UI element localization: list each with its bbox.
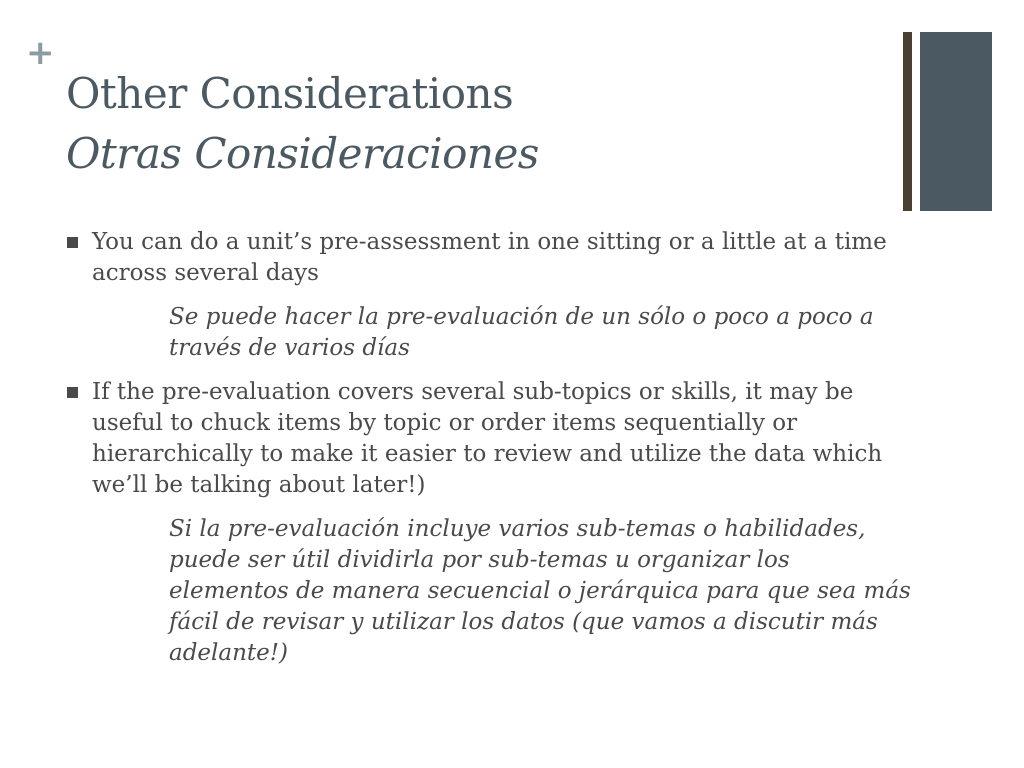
bullet-line: hierarchically to make it easier to review and utilize the data which [92,441,883,467]
bullet-square-icon [67,237,78,248]
translation-line: elementos de manera secuencial o jerárquica para que sea más [169,578,911,604]
bullet-line: we’ll be talking about later!) [92,472,426,498]
translation-line: Se puede hacer la pre-evaluación de un sólo o poco a poco a [169,304,874,330]
plus-icon: + [26,33,55,73]
translation-line: través de varios días [169,335,410,361]
bullet-line: You can do a unit’s pre-assessment in one sitting or a little at a time [92,229,887,255]
bullet-line: If the pre-evaluation covers several sub-topics or skills, it may be [92,379,854,405]
translation-line: Si la pre-evaluación incluye varios sub-temas o habilidades, [169,516,866,542]
slide-body [66,227,976,669]
decorative-bar-thin [903,32,912,211]
translation-line: adelante!) [169,640,288,666]
bullet-line: across several days [92,260,319,286]
title-english: Other Considerations [66,69,514,118]
decorative-bar-thick [920,32,992,211]
translation-line: fácil de revisar y utilizar los datos (que vamos a discutir más [169,609,878,635]
bullet-item [66,377,976,501]
translation-line: puede ser útil dividirla por sub-temas u organizar los [169,547,790,573]
title-spanish: Otras Consideraciones [66,129,539,178]
bullet-square-icon [67,387,78,398]
bullet-item [66,227,976,289]
bullet-line: useful to chuck items by topic or order items sequentially or [92,410,798,436]
bullet-translation [66,514,976,669]
bullet-translation [66,302,976,364]
slide-title [66,64,539,184]
